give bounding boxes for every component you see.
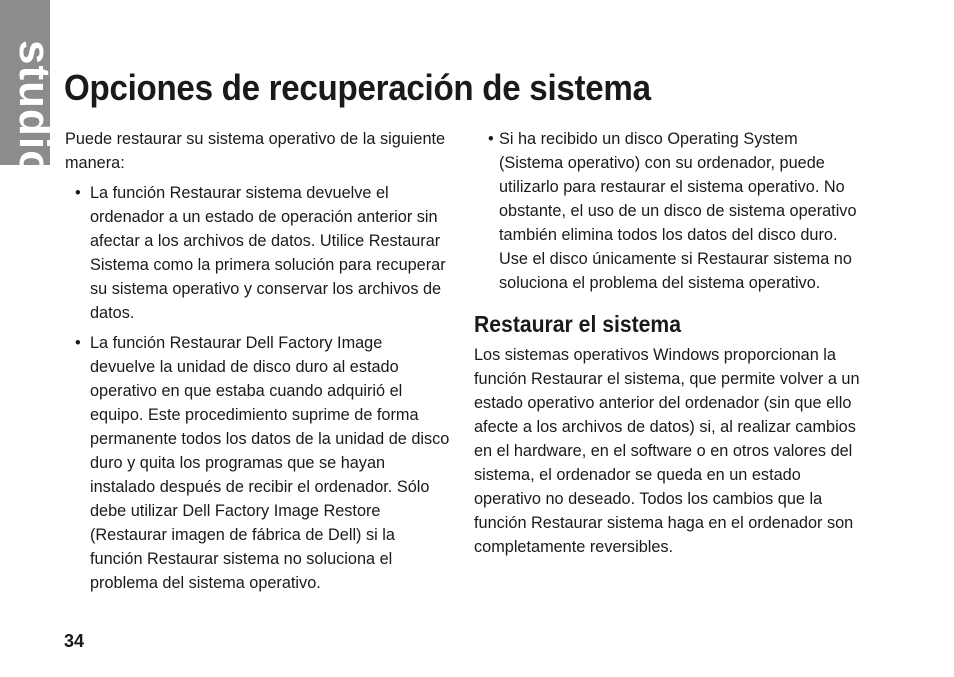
intro-paragraph: Puede restaurar su sistema operativo de la siguiente manera: — [65, 130, 446, 172]
page-title: Opciones de recuperación de sistema — [64, 67, 651, 108]
page-number: 34 — [64, 631, 85, 651]
bullet-text: Si ha recibido un disco Operating System (Sistema operativo) con su ordenador, puede utilizarlo para restaurar el sistema operativo. No obstante, el uso de un disco de sistema operativo también elimina todos los datos del disco duro. Use el disco únicamente si Restaurar sistema no soluciona el problema del sistema operativo. — [499, 130, 857, 292]
bullet-text: La función Restaurar Dell Factory Image devuelve la unidad de disco duro al estado operativo en que estaba cuando adquirió el equipo. Este procedimiento suprime de forma permanente todos los datos de la unidad de disco duro y quita los programas que se hayan instalado después de recibir el ordenador. Sólo debe utilizar Dell Factory Image Restore (Restaurar imagen de fábrica de Dell) si la función Restaurar sistema no soluciona el problema del sistema operativo. — [90, 334, 450, 592]
list-item — [474, 127, 864, 295]
list-item — [65, 181, 450, 325]
bullet-icon: • — [488, 130, 494, 148]
bullet-icon: • — [75, 334, 81, 352]
bullet-icon: • — [75, 184, 81, 202]
section-heading: Restaurar el sistema — [474, 311, 682, 337]
list-item — [65, 331, 450, 595]
section-body: Los sistemas operativos Windows proporcionan la función Restaurar el sistema, que permite volver a un estado operativo anterior del ordenador (sin que ello afecte a los archivos de datos) si, al realizar cambios en el hardware, en el software o en otros valores del sistema, el ordenador se queda en un estado operativo no deseado. Todos los cambios que la función Restaurar sistema haga en el ordenador son completamente reversibles. — [474, 346, 860, 556]
left-bullet-list — [65, 181, 450, 595]
studio-logo — [0, 0, 59, 178]
studio-logo-text: studio — [10, 40, 59, 178]
bullet-text: La función Restaurar sistema devuelve el ordenador a un estado de operación anterior sin afectar a los archivos de datos. Utilice Restaurar Sistema como la primera solución para recuperar su sistema operativo y conservar los archivos de datos. — [90, 184, 446, 322]
left-column — [65, 127, 450, 601]
right-column — [474, 127, 864, 559]
right-bullet-list — [474, 127, 864, 295]
